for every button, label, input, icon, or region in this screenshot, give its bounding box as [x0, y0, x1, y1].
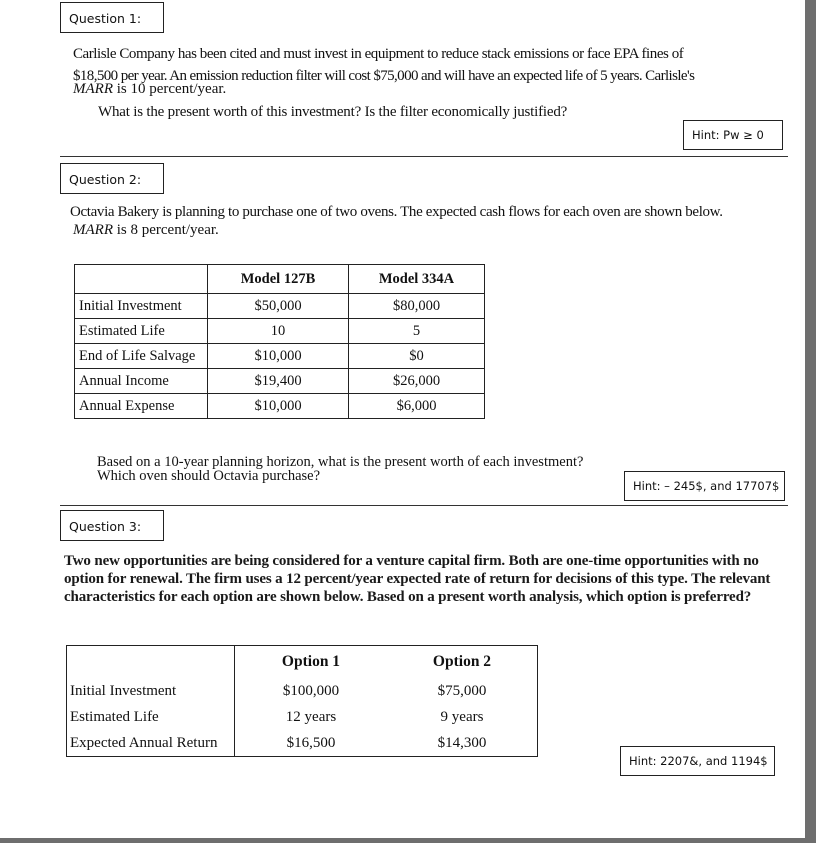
- row-label: Initial Investment: [75, 294, 208, 319]
- cell-value: $10,000: [208, 394, 349, 419]
- table-row: [75, 319, 485, 344]
- row-label: Expected Annual Return: [67, 730, 235, 757]
- cell-value: $16,500: [286, 734, 336, 751]
- table-header-option-2: Option 2: [432, 653, 492, 670]
- table-row: [67, 730, 538, 757]
- row-label: Estimated Life: [75, 319, 208, 344]
- q2-line-2: MARR is 8 percent/year.: [73, 222, 219, 238]
- cell-value: $6,000: [349, 394, 485, 419]
- table-row: [75, 344, 485, 369]
- q2-question-1: Based on a 10-year planning horizon, what is the present worth of each investment?: [97, 454, 584, 470]
- table-header-row: [75, 265, 485, 294]
- question-1-label: Question 1:: [60, 2, 164, 33]
- table-row: [75, 394, 485, 419]
- cell-value: 10: [208, 319, 349, 344]
- q3-options-table: [66, 645, 538, 757]
- q1-line-1: Carlisle Company has been cited and must invest in equipment to reduce stack emissions or face EPA fines of: [73, 46, 684, 62]
- cell-value: 9 years: [440, 708, 484, 725]
- q3-hint: Hint: 2207&, and 1194$: [620, 746, 775, 776]
- q2-cashflow-table: [74, 264, 485, 419]
- table-header-model-334a: Model 334A: [349, 265, 485, 294]
- marr-term: MARR: [73, 222, 113, 238]
- table-header-empty: [75, 265, 208, 294]
- table-row: [67, 678, 538, 704]
- q2-divider: [60, 505, 788, 506]
- q1-hint: Hint: Pw ≥ 0: [683, 120, 783, 150]
- q1-line-2: $18,500 per year. An emission reduction filter will cost $75,000 and will have an expected life of 5 years. Carlisle's: [73, 68, 695, 84]
- cell-value: 5: [349, 319, 485, 344]
- cell-value: $14,300: [437, 734, 487, 751]
- cell-value: $10,000: [208, 344, 349, 369]
- q2-line-1: Octavia Bakery is planning to purchase one of two ovens. The expected cash flows for each oven are shown below.: [70, 204, 723, 220]
- q1-divider: [60, 156, 788, 157]
- q3-paragraph: Two new opportunities are being considered for a venture capital firm. Both are one-time opportunities with no option for renewal. The firm uses a 12 percent/year expected rate of return for decisions of this type. The relevant characteristics for each option are shown below. Based on a present worth analysis, which option is preferred?: [64, 553, 771, 605]
- row-label: End of Life Salvage: [75, 344, 208, 369]
- cell-value: $80,000: [349, 294, 485, 319]
- cell-value: $19,400: [208, 369, 349, 394]
- table-header-empty: [67, 646, 235, 679]
- question-2-label: Question 2:: [60, 163, 164, 194]
- q1-question: What is the present worth of this investment? Is the filter economically justified?: [98, 104, 568, 120]
- row-label: Annual Expense: [75, 394, 208, 419]
- cell-value: $100,000: [282, 682, 340, 699]
- cell-value: $75,000: [437, 682, 487, 699]
- row-label: Estimated Life: [67, 704, 235, 730]
- question-3-label: Question 3:: [60, 510, 164, 541]
- table-row: [67, 704, 538, 730]
- q1-line-3: MARR is 10 percent/year.: [73, 81, 227, 97]
- row-label: Annual Income: [75, 369, 208, 394]
- table-row: [75, 294, 485, 319]
- cell-value: $0: [349, 344, 485, 369]
- table-header-row: [67, 646, 538, 679]
- q2-question-2: Which oven should Octavia purchase?: [97, 468, 321, 484]
- table-row: [75, 369, 485, 394]
- cell-value: $50,000: [208, 294, 349, 319]
- marr-term: MARR: [73, 81, 113, 97]
- table-header-model-127b: Model 127B: [208, 265, 349, 294]
- cell-value: $26,000: [349, 369, 485, 394]
- table-header-option-1: Option 1: [281, 653, 341, 670]
- cell-value: 12 years: [285, 708, 337, 725]
- q2-hint: Hint: – 245$, and 17707$: [624, 471, 785, 501]
- row-label: Initial Investment: [67, 678, 235, 704]
